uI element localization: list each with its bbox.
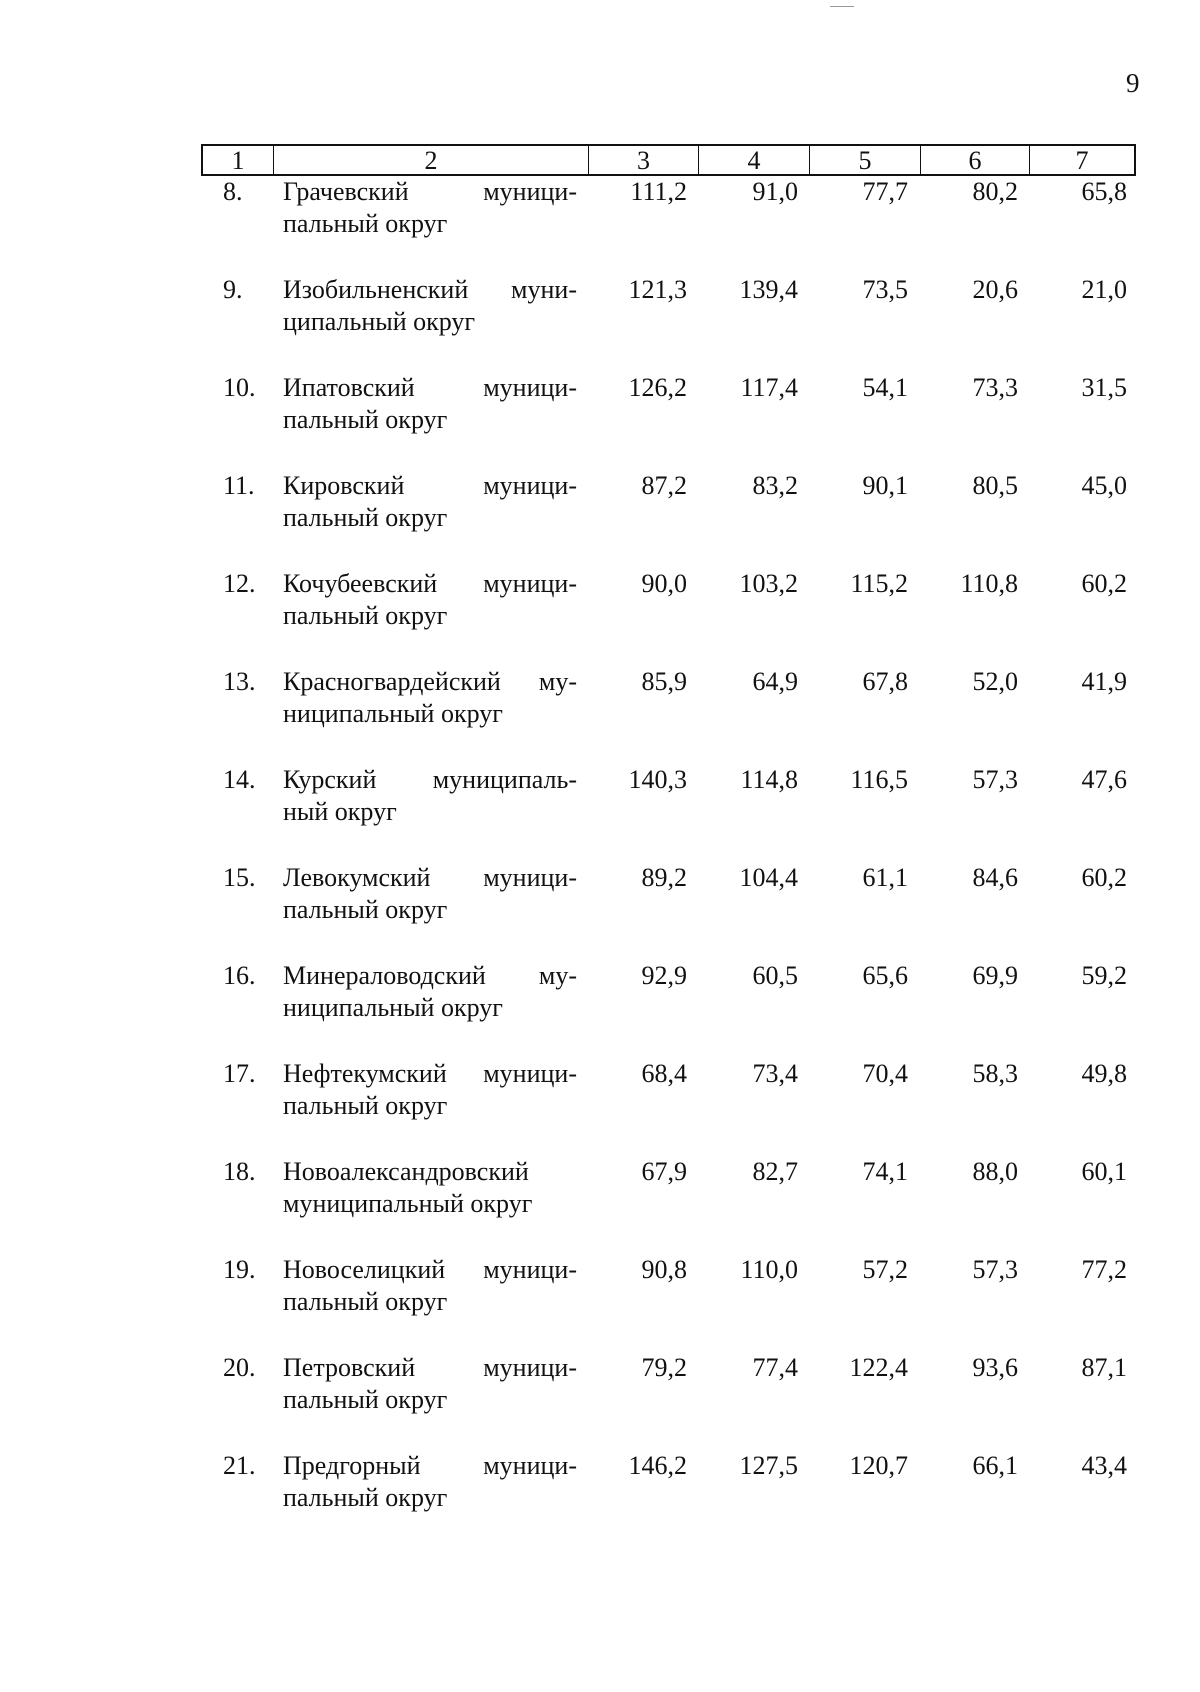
value-col-6: 20,6	[972, 275, 1018, 304]
table-header-cell-4: 4	[699, 146, 810, 174]
page-number: 9	[1126, 68, 1140, 98]
value-col-4: 127,5	[739, 1451, 798, 1480]
value-col-6: 84,6	[972, 863, 1018, 892]
value-col-3: 87,2	[641, 471, 687, 500]
value-col-5: 54,1	[862, 373, 908, 402]
table-row	[201, 862, 1136, 960]
table-header-cell-1: 1	[203, 146, 274, 174]
table-row	[201, 176, 1136, 274]
table-row	[201, 470, 1136, 568]
value-col-5: 65,6	[862, 961, 908, 990]
value-col-6: 80,2	[972, 177, 1018, 206]
value-col-3: 146,2	[628, 1451, 687, 1480]
row-number: 9.	[223, 275, 243, 304]
value-col-3: 111,2	[630, 177, 687, 206]
row-number: 20.	[223, 1353, 256, 1382]
district-name: Новоалександровский муниципальный округ	[283, 1157, 533, 1218]
value-col-6: 52,0	[972, 667, 1018, 696]
value-col-7: 60,2	[1081, 863, 1127, 892]
value-col-4: 91,0	[752, 177, 798, 206]
table-header-cell-5: 5	[810, 146, 921, 174]
value-col-5: 61,1	[862, 863, 908, 892]
row-number: 18.	[223, 1157, 256, 1186]
value-col-4: 60,5	[752, 961, 798, 990]
value-col-4: 104,4	[739, 863, 798, 892]
value-col-6: 110,8	[960, 569, 1018, 598]
value-col-4: 139,4	[739, 275, 798, 304]
row-number: 8.	[223, 177, 243, 206]
value-col-5: 116,5	[850, 765, 908, 794]
value-col-6: 66,1	[972, 1451, 1018, 1480]
value-col-3: 126,2	[628, 373, 687, 402]
value-col-3: 90,0	[641, 569, 687, 598]
value-col-5: 115,2	[850, 569, 908, 598]
district-name: Ипатовский муници- пальный округ	[283, 373, 577, 434]
table-body	[201, 176, 1136, 1548]
district-name: Левокумский муници- пальный округ	[283, 863, 577, 924]
district-name: Курский муниципаль- ный округ	[283, 765, 577, 826]
table-row	[201, 764, 1136, 862]
value-col-3: 89,2	[641, 863, 687, 892]
value-col-6: 58,3	[972, 1059, 1018, 1088]
value-col-3: 92,9	[641, 961, 687, 990]
value-col-3: 121,3	[628, 275, 687, 304]
row-number: 19.	[223, 1255, 256, 1284]
value-col-5: 122,4	[849, 1353, 908, 1382]
value-col-6: 69,9	[972, 961, 1018, 990]
value-col-3: 85,9	[641, 667, 687, 696]
value-col-7: 59,2	[1081, 961, 1127, 990]
value-col-4: 117,4	[740, 373, 798, 402]
value-col-4: 77,4	[752, 1353, 798, 1382]
table-header-cell-3: 3	[589, 146, 699, 174]
district-name: Петровский муници- пальный округ	[283, 1353, 577, 1414]
district-name: Красногвардейский му- ниципальный округ	[283, 667, 577, 728]
value-col-6: 73,3	[972, 373, 1018, 402]
district-name: Грачевский муници- пальный округ	[283, 177, 577, 238]
value-col-4: 82,7	[752, 1157, 798, 1186]
district-name: Предгорный муници- пальный округ	[283, 1451, 577, 1512]
value-col-6: 57,3	[972, 1255, 1018, 1284]
row-number: 13.	[223, 667, 256, 696]
value-col-4: 110,0	[740, 1255, 798, 1284]
table-row	[201, 1450, 1136, 1548]
table-row	[201, 1254, 1136, 1352]
value-col-3: 90,8	[641, 1255, 687, 1284]
value-col-7: 41,9	[1081, 667, 1127, 696]
value-col-7: 77,2	[1081, 1255, 1127, 1284]
district-name: Минераловодский му- ниципальный округ	[283, 961, 577, 1022]
top-scan-mark	[830, 6, 854, 7]
table-row	[201, 960, 1136, 1058]
value-col-6: 93,6	[972, 1353, 1018, 1382]
table-row	[201, 274, 1136, 372]
table-row	[201, 1352, 1136, 1450]
value-col-7: 47,6	[1081, 765, 1127, 794]
value-col-7: 87,1	[1081, 1353, 1127, 1382]
value-col-7: 65,8	[1081, 177, 1127, 206]
value-col-4: 103,2	[739, 569, 798, 598]
row-number: 11.	[223, 471, 255, 500]
value-col-7: 31,5	[1081, 373, 1127, 402]
value-col-5: 120,7	[849, 1451, 908, 1480]
row-number: 16.	[223, 961, 256, 990]
value-col-5: 74,1	[862, 1157, 908, 1186]
value-col-5: 67,8	[862, 667, 908, 696]
value-col-7: 49,8	[1081, 1059, 1127, 1088]
value-col-6: 57,3	[972, 765, 1018, 794]
table-header-cell-2: 2	[274, 146, 589, 174]
table-row	[201, 568, 1136, 666]
table-row	[201, 1058, 1136, 1156]
value-col-7: 60,1	[1081, 1157, 1127, 1186]
value-col-4: 64,9	[752, 667, 798, 696]
district-name: Кировский муници- пальный округ	[283, 471, 577, 532]
value-col-5: 57,2	[862, 1255, 908, 1284]
table-row	[201, 666, 1136, 764]
row-number: 14.	[223, 765, 256, 794]
row-number: 17.	[223, 1059, 256, 1088]
value-col-6: 88,0	[972, 1157, 1018, 1186]
district-name: Изобильненский муни- ципальный округ	[283, 275, 577, 336]
value-col-7: 43,4	[1081, 1451, 1127, 1480]
value-col-4: 73,4	[752, 1059, 798, 1088]
table-row	[201, 372, 1136, 470]
value-col-5: 90,1	[862, 471, 908, 500]
row-number: 10.	[223, 373, 256, 402]
district-name: Новоселицкий муници- пальный округ	[283, 1255, 577, 1316]
value-col-4: 114,8	[740, 765, 798, 794]
value-col-5: 77,7	[862, 177, 908, 206]
row-number: 21.	[223, 1451, 256, 1480]
value-col-7: 60,2	[1081, 569, 1127, 598]
district-name: Кочубеевский муници- пальный округ	[283, 569, 577, 630]
value-col-7: 21,0	[1081, 275, 1127, 304]
table-header-row	[201, 144, 1136, 176]
value-col-7: 45,0	[1081, 471, 1127, 500]
value-col-3: 68,4	[641, 1059, 687, 1088]
value-col-3: 67,9	[641, 1157, 687, 1186]
row-number: 12.	[223, 569, 256, 598]
value-col-4: 83,2	[752, 471, 798, 500]
table-header-cell-7: 7	[1075, 146, 1089, 175]
value-col-5: 73,5	[862, 275, 908, 304]
district-name: Нефтекумский муници- пальный округ	[283, 1059, 577, 1120]
value-col-5: 70,4	[862, 1059, 908, 1088]
table-header-cell-6: 6	[921, 146, 1030, 174]
table-row	[201, 1156, 1136, 1254]
row-number: 15.	[223, 863, 256, 892]
value-col-6: 80,5	[972, 471, 1018, 500]
value-col-3: 79,2	[641, 1353, 687, 1382]
value-col-3: 140,3	[628, 765, 687, 794]
